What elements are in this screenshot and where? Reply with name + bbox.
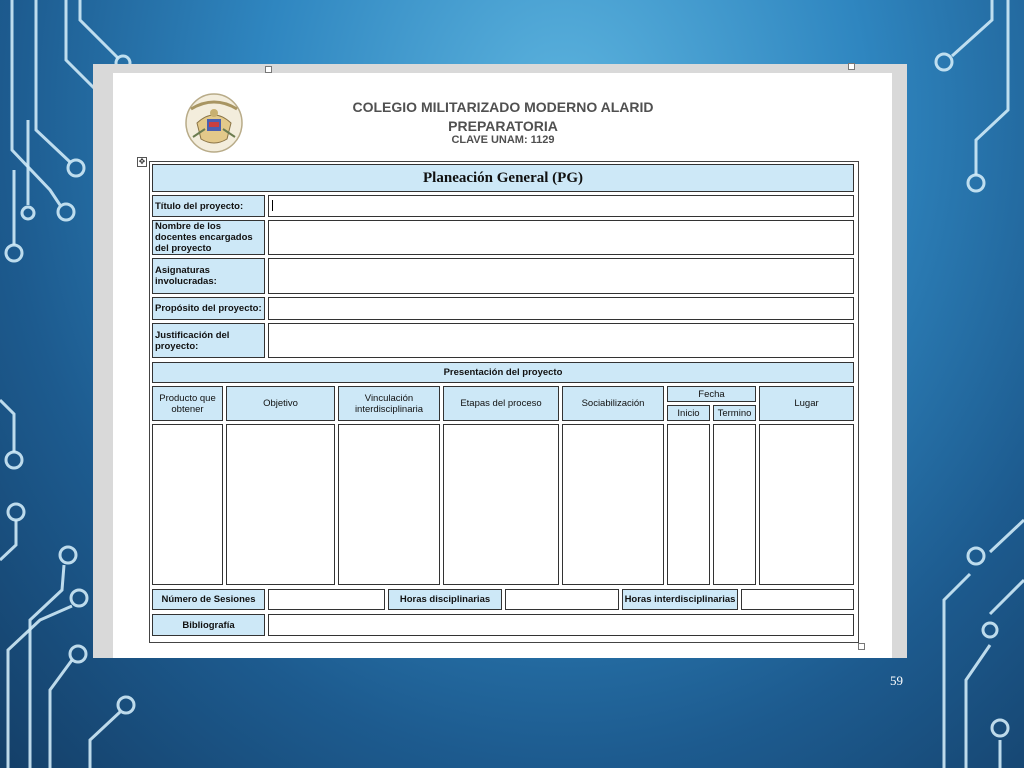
label-docentes: Nombre de los docentes encargados del proyecto	[152, 220, 265, 255]
institution-level: PREPARATORIA	[448, 118, 558, 134]
label-sesiones: Número de Sesiones	[152, 589, 265, 610]
table-move-icon[interactable]: ✥	[138, 157, 146, 166]
col-termino: Termino	[713, 405, 756, 421]
col-producto: Producto que obtener	[152, 386, 223, 421]
body-producto[interactable]	[152, 424, 223, 585]
col-fecha: Fecha	[667, 386, 756, 402]
body-objetivo[interactable]	[226, 424, 335, 585]
resize-handle[interactable]	[858, 643, 865, 650]
form-title-text: Planeación General (PG)	[423, 169, 583, 186]
col-vinculacion: Vinculación interdisciplinaria	[338, 386, 440, 421]
label-proposito: Propósito del proyecto:	[152, 297, 265, 320]
body-lugar[interactable]	[759, 424, 854, 585]
document-page	[113, 73, 892, 658]
input-sesiones[interactable]	[268, 589, 385, 610]
body-vinculacion[interactable]	[338, 424, 440, 585]
slide-number: 59	[890, 673, 903, 688]
input-horas-disciplinarias[interactable]	[505, 589, 619, 610]
logo-emblem-icon	[183, 89, 245, 155]
input-titulo[interactable]	[268, 195, 854, 217]
institution-name: COLEGIO MILITARIZADO MODERNO ALARID	[352, 99, 654, 115]
label-titulo: Título del proyecto:	[152, 195, 265, 217]
planning-form-table	[149, 161, 859, 643]
institution-clave: CLAVE UNAM: 1129	[451, 134, 555, 146]
col-objetivo: Objetivo	[226, 386, 335, 421]
input-horas-interdisciplinarias[interactable]	[741, 589, 854, 610]
input-proposito[interactable]	[268, 297, 854, 320]
text-cursor	[272, 200, 273, 211]
input-asignaturas[interactable]	[268, 258, 854, 294]
body-termino[interactable]	[713, 424, 756, 585]
resize-handle[interactable]	[848, 63, 855, 70]
col-inicio: Inicio	[667, 405, 710, 421]
col-lugar: Lugar	[759, 386, 854, 421]
form-title	[152, 164, 854, 192]
body-sociabilizacion[interactable]	[562, 424, 664, 585]
label-horas-interdisciplinarias: Horas interdisciplinarias	[622, 589, 738, 610]
label-bibliografia: Bibliografía	[152, 614, 265, 636]
presentation-title: Presentación del proyecto	[152, 362, 854, 383]
col-etapas: Etapas del proceso	[443, 386, 559, 421]
label-horas-disciplinarias: Horas disciplinarias	[388, 589, 502, 610]
document-screenshot	[93, 64, 907, 658]
input-justificacion[interactable]	[268, 323, 854, 358]
input-docentes[interactable]	[268, 220, 854, 255]
label-asignaturas: Asignaturas involucradas:	[152, 258, 265, 294]
body-etapas[interactable]	[443, 424, 559, 585]
col-sociabilizacion: Sociabilización	[562, 386, 664, 421]
resize-handle[interactable]	[265, 66, 272, 73]
label-justificacion: Justificación del proyecto:	[152, 323, 265, 358]
input-bibliografia[interactable]	[268, 614, 854, 636]
body-inicio[interactable]	[667, 424, 710, 585]
